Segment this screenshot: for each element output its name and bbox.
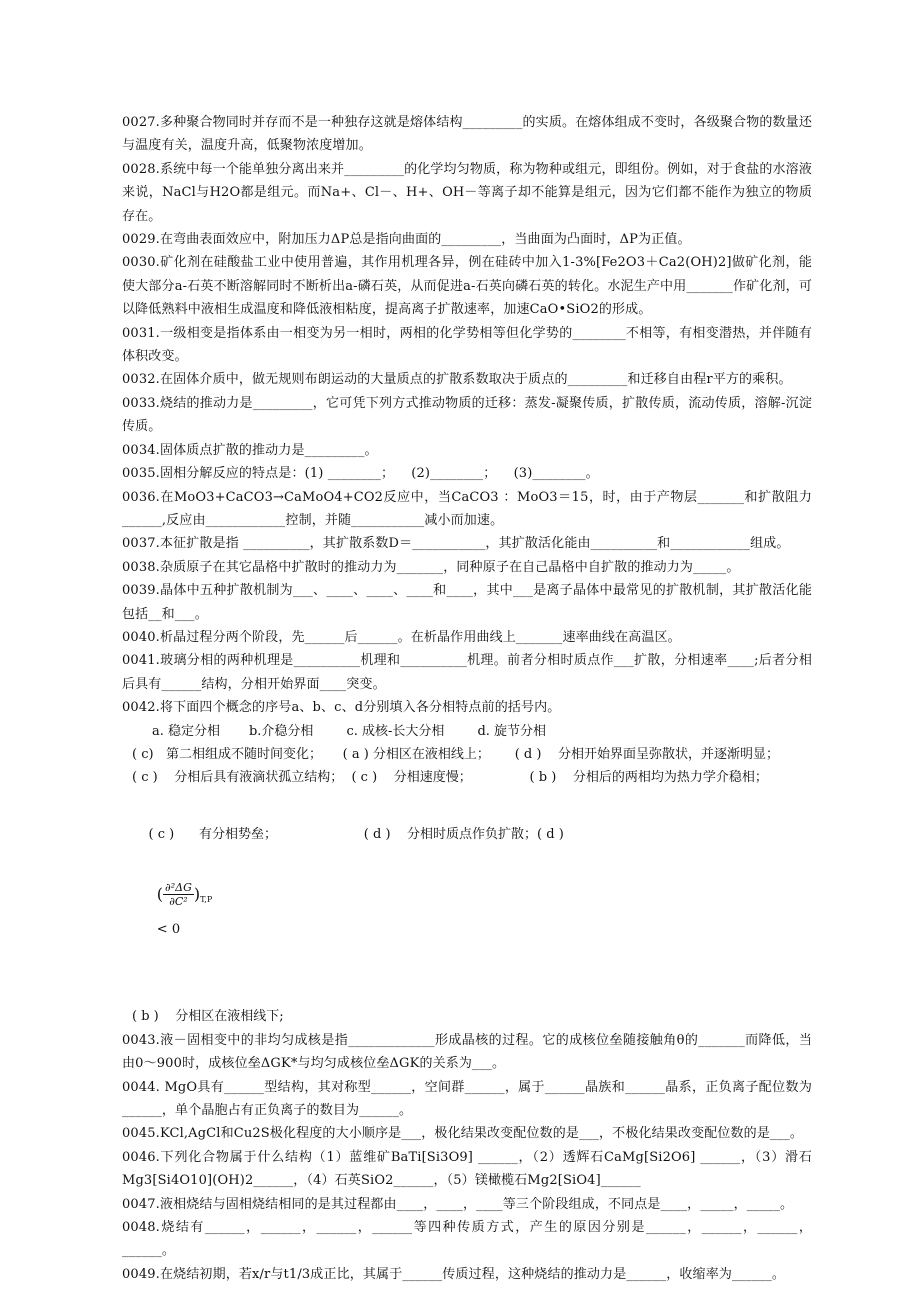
question-0028: 0028.系统中每一个能单独分离出来并_________的化学均匀物质，称为物种或组元，即组份。例如，对于食盐的水溶液来说，NaCl与H2O都是组元。而Na+、Cl－、H+、OH－等离子却不能算是组元，因为它们都不能作为独立的物质存在。 — [122, 161, 812, 224]
question-0049: 0049.在烧结初期，若x/r与t1/3成正比，其属于______传质过程，这种烧结的推动力是______，收缩率为______。 — [122, 1266, 786, 1282]
q0042-row-1: ( c) 第二相组成不随时间变化； ( a ) 分相区在液相线上； ( d ) 分相开始界面呈弥散状，并逐渐明显； — [132, 746, 779, 762]
question-0042: 0042.将下面四个概念的序号a、b、c、d分别填入各分相特点前的括号内。 — [122, 700, 561, 716]
question-0031: 0031.一级相变是指体系由一相变为另一相时，两相的化学势相等但化学势的________不相等，有相变潜热，并伴随有体积改变。 — [122, 325, 812, 365]
question-0039: 0039.晶体中五种扩散机制为___、____、____、____和____，其中___是离子晶体中最常见的扩散机制，其扩散活化能包括__和___。 — [122, 583, 812, 622]
question-0033: 0033.烧结的推动力是_________，它可凭下列方式推动物质的迁移：蒸发-凝聚传质，扩散传质，流动传质，溶解-沉淀传质。 — [122, 395, 812, 435]
question-0037: 0037.本征扩散是指 __________，其扩散系数D＝___________，其扩散活化能由__________和____________组成。 — [122, 536, 790, 552]
question-0038: 0038.杂质原子在其它晶格中扩散时的推动力为_______，同种原子在自己晶格中自扩散的推动力为_____。 — [122, 559, 740, 575]
question-0043: 0043.液－固相变中的非均匀成核是指_____________形成晶核的过程。它的成核位垒随接触角θ的_______而降低，当由0～900时，成核位垒ΔGK*与均匀成核位垒ΔGK的关系为___。 — [122, 1032, 812, 1072]
question-0027: 0027.多种聚合物同时并存而不是一种独存这就是熔体结构_________的实质。在熔体组成不变时，各级聚合物的数量还与温度有关，温度升高，低聚物浓度增加。 — [122, 115, 812, 154]
q0042-options: a. 稳定分相 b.介稳分相 c. 成核-长大分相 d. 旋节分相 — [152, 723, 547, 739]
question-0030: 0030.矿化剂在硅酸盐工业中使用普遍，其作用机理各异，例在硅砖中加入1-3%[Fe2O3＋Ca2(OH)2]做矿化剂，能使大部分a-石英不断溶解同时不断析出a-磷石英，从而促进a-石英向磷石英的转化。水泥生产中用_______作矿化剂，可以降低熟料中液相生成温度和降低液相粘度，提高离子扩散速率，加速CaO•SiO2的形成。 — [122, 255, 812, 318]
question-0032: 0032.在固体介质中，做无规则布朗运动的大量质点的扩散系数取决于质点的_________和迁移自由程r平方的乘积。 — [122, 372, 792, 388]
question-0035: 0035.固相分解反应的特点是：(1) ________； (2)________； (3)________。 — [122, 466, 599, 482]
question-0048: 0048.烧结有______，______，______，______等四种传质方式，产生的原因分别是______，______，______，______。 — [122, 1219, 812, 1259]
formula-relation: < 0 — [156, 922, 181, 938]
document-page — [122, 111, 812, 1286]
spinodal-formula: ( $\frac{\text{∂²ΔG}}{\text{∂C²}}$ )$_{T,P}$ < 0 — [156, 881, 213, 938]
q0042-row-3 — [122, 790, 812, 1006]
question-0029: 0029.在弯曲表面效应中，附加压力ΔP总是指向曲面的_________，当曲面为凸面时，ΔP为正值。 — [122, 232, 691, 248]
question-0046: 0046.下列化合物属于什么结构（1）蓝维矿BaTi[Si3O9] ______，（2）透辉石CaMg[Si2O6] ______，（3）滑石Mg3[Si4O10](OH)2______，（4）石英SiO2______，（5）镁橄榄石Mg2[SiO4]______ — [122, 1149, 812, 1189]
question-0045: 0045.KCl,AgCl和Cu2S极化程度的大小顺序是___，极化结果改变配位数的是___，不极化结果改变配位数的是___。 — [122, 1126, 804, 1142]
question-0034: 0034.固体质点扩散的推动力是_________。 — [122, 442, 378, 458]
formula-fraction — [163, 881, 194, 908]
q0042-row-4: ( b ) 分相区在液相线下; — [132, 1009, 284, 1025]
question-0047: 0047.液相烧结与固相烧结相同的是其过程都由____，____，____等三个阶段组成，不同点是____，_____，_____。 — [122, 1196, 794, 1212]
formula-subscript: T,P — [200, 895, 213, 905]
formula-denominator: ∂C² — [169, 895, 188, 909]
q0042-row-2: ( c ) 分相后具有液滴状孤立结构； ( c ) 分相速度慢； ( b ) 分相后的两相均为热力学介稳相； — [132, 770, 768, 786]
formula-numerator: ∂²ΔG — [165, 881, 192, 895]
question-0041: 0041.玻璃分相的两种机理是__________机理和__________机理。前者分相时质点作___扩散，分相速率____;后者分相后具有______结构，分相开始界面____突变。 — [122, 653, 812, 692]
question-0044: 0044. MgO具有______型结构，其对称型______，空间群______，属于______晶族和______晶系，正负离子配位数为______，单个晶胞占有正负离子的数目为______。 — [122, 1079, 812, 1118]
question-0036: 0036.在MoO3+CaCO3→CaMoO4+CO2反应中，当CaCO3 ：MoO3＝15，时，由于产物层_______和扩散阻力______,反应由____________控制，并随___________减小而加速。 — [122, 489, 812, 528]
question-0040: 0040.析晶过程分两个阶段，先______后______。在析晶作用曲线上_______速率曲线在高温区。 — [122, 629, 681, 645]
q0042-row-3-text: ( c ) 有分相势垒； ( d ) 分相时质点作负扩散；( d ) — [148, 826, 564, 842]
